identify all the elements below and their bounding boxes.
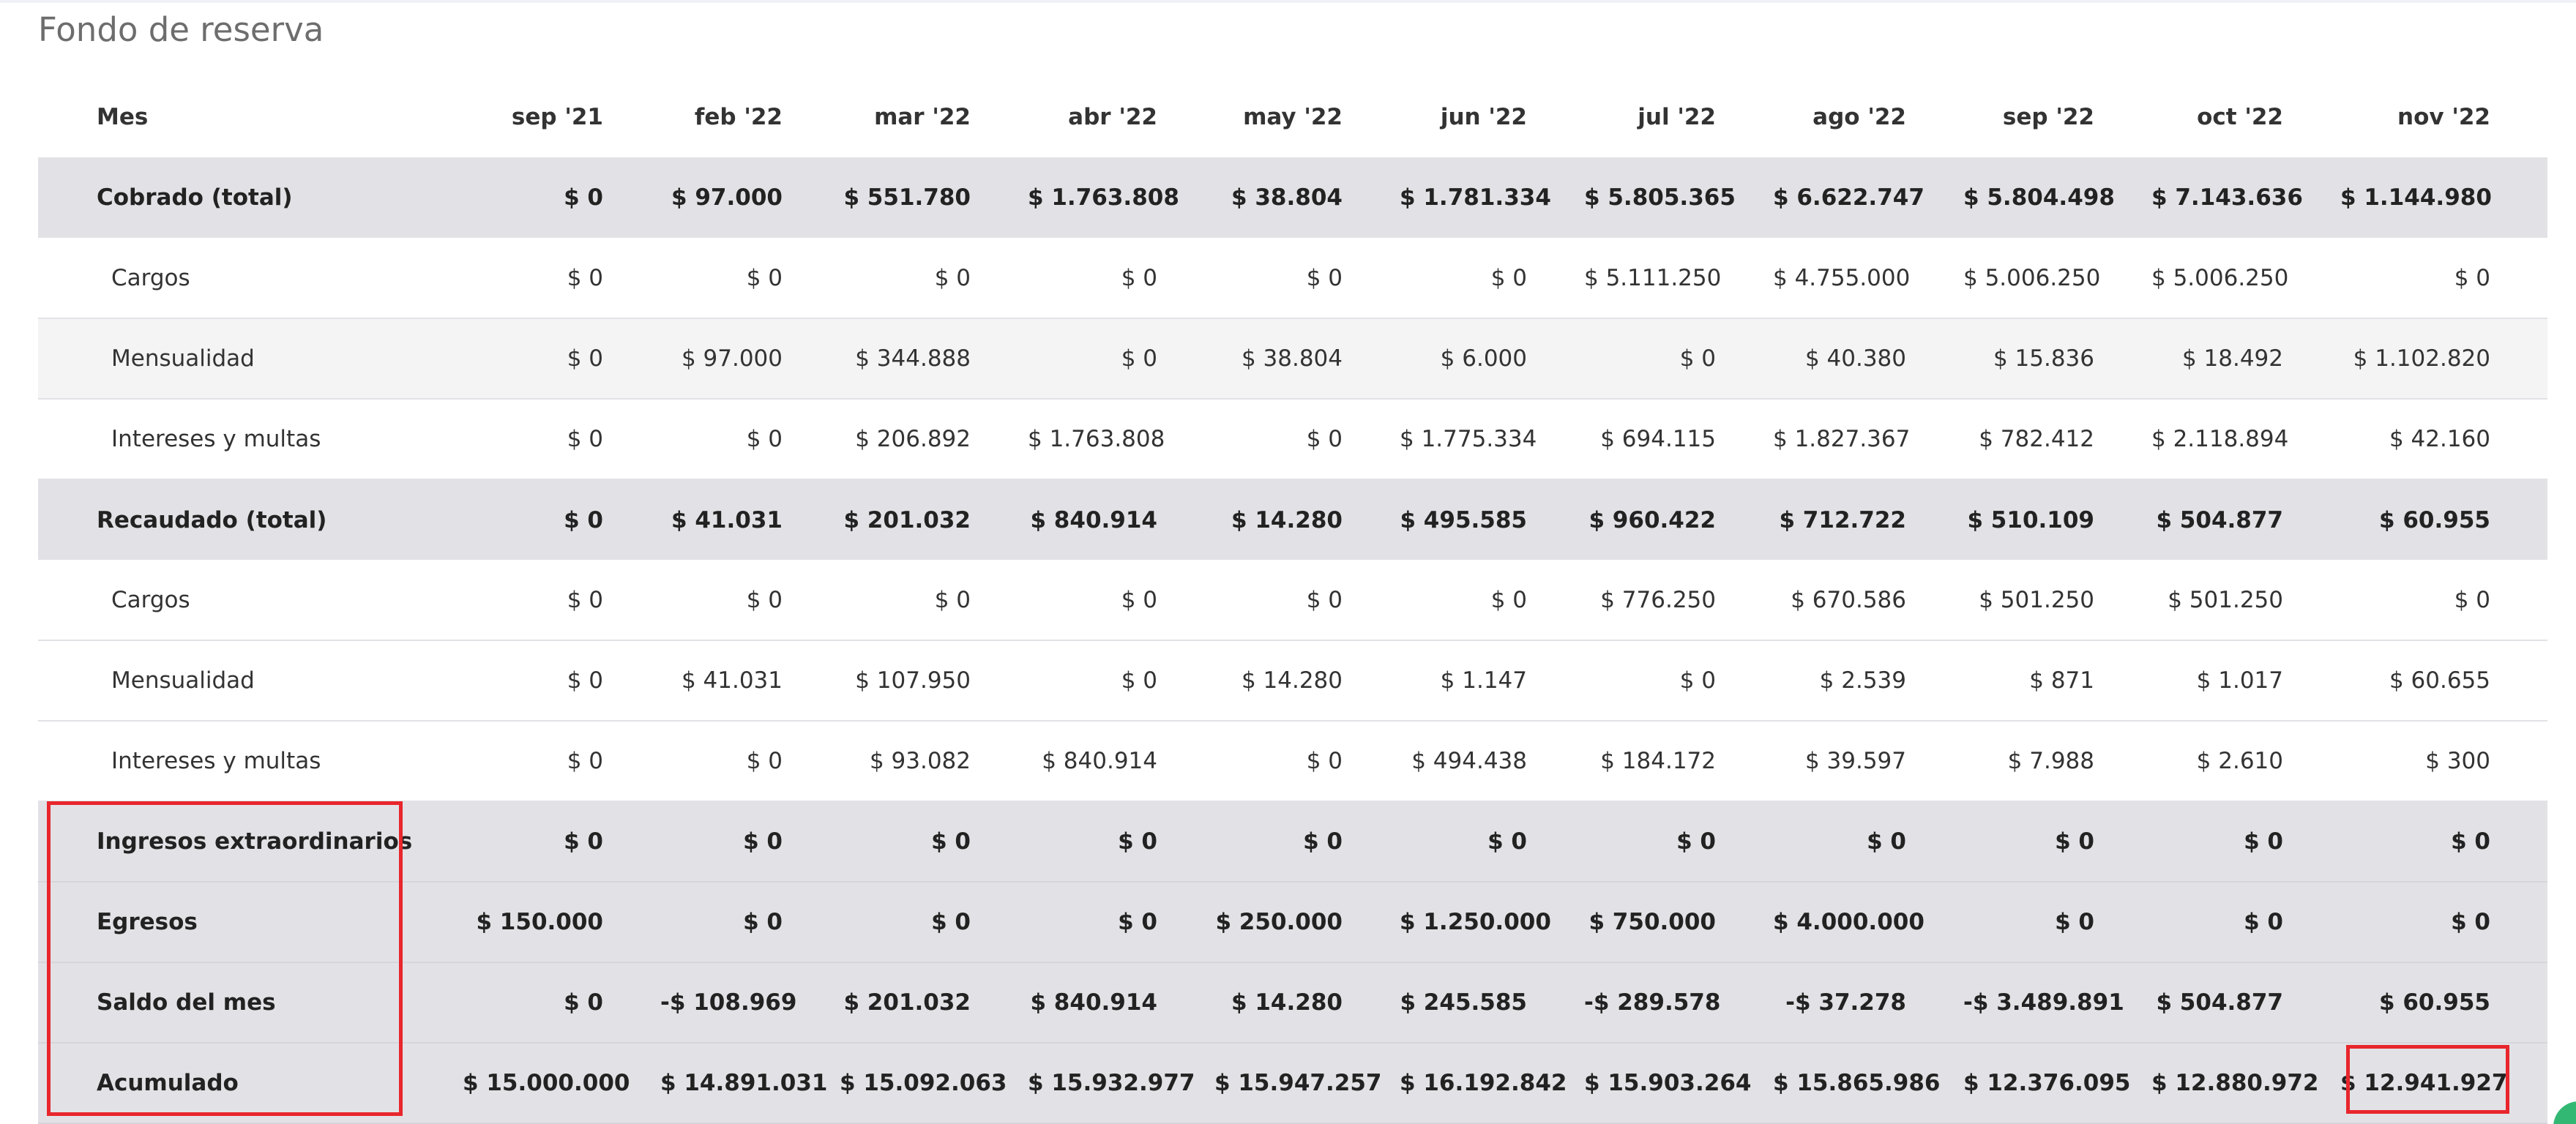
table-cell: $ 1.102.820 — [2340, 318, 2547, 399]
row-label: Cargos — [38, 560, 463, 640]
table-cell: $ 782.412 — [1963, 399, 2151, 479]
table-cell: $ 0 — [2340, 560, 2547, 640]
table-cell: $ 0 — [1773, 801, 1963, 882]
table-cell: $ 0 — [463, 801, 660, 882]
table-cell: $ 184.172 — [1584, 721, 1773, 801]
table-cell: $ 0 — [840, 238, 1028, 318]
table-row — [38, 962, 2547, 1043]
table-cell: $ 0 — [1028, 238, 1214, 318]
table-cell: $ 15.836 — [1963, 318, 2151, 399]
table-cell: $ 0 — [660, 560, 840, 640]
highlight-box-accumulated-total — [2346, 1045, 2509, 1114]
page-title: Fondo de reserva — [38, 10, 324, 49]
table-cell: $ 15.932.977 — [1028, 1043, 1214, 1123]
table-cell: $ 41.031 — [660, 640, 840, 721]
table-cell: $ 1.144.980 — [2340, 157, 2547, 238]
table-cell: $ 107.950 — [840, 640, 1028, 721]
table-cell: $ 42.160 — [2340, 399, 2547, 479]
table-cell: $ 2.539 — [1773, 640, 1963, 721]
table-cell: $ 6.000 — [1400, 318, 1584, 399]
table-cell: $ 60.955 — [2340, 479, 2547, 560]
table-cell: $ 0 — [2340, 882, 2547, 962]
table-cell: $ 0 — [1028, 801, 1214, 882]
table-cell: $ 0 — [840, 560, 1028, 640]
table-cell: $ 0 — [1963, 882, 2151, 962]
table-cell: $ 0 — [660, 721, 840, 801]
table-row — [38, 560, 2547, 640]
table-cell: $ 0 — [840, 801, 1028, 882]
table-cell: $ 0 — [1214, 721, 1400, 801]
row-label: Recaudado (total) — [38, 479, 463, 560]
table-cell: $ 0 — [1584, 640, 1773, 721]
header-month: jun '22 — [1400, 77, 1584, 157]
table-cell: $ 871 — [1963, 640, 2151, 721]
header-month: mar '22 — [840, 77, 1028, 157]
table-cell: $ 1.763.808 — [1028, 399, 1214, 479]
table-cell: $ 344.888 — [840, 318, 1028, 399]
table-cell: $ 12.880.972 — [2151, 1043, 2340, 1123]
table-cell: $ 12.376.095 — [1963, 1043, 2151, 1123]
top-divider — [0, 0, 2576, 3]
table-cell: $ 4.755.000 — [1773, 238, 1963, 318]
table-cell: $ 960.422 — [1584, 479, 1773, 560]
table-cell: $ 494.438 — [1400, 721, 1584, 801]
table-cell: $ 504.877 — [2151, 479, 2340, 560]
table-cell: $ 93.082 — [840, 721, 1028, 801]
table-cell: $ 0 — [840, 882, 1028, 962]
table-body — [38, 157, 2547, 1123]
table-cell: $ 60.655 — [2340, 640, 2547, 721]
header-month: may '22 — [1214, 77, 1400, 157]
table-cell: $ 12.941.927 — [2340, 1043, 2547, 1123]
table-cell: $ 0 — [2340, 801, 2547, 882]
table-cell: $ 2.118.894 — [2151, 399, 2340, 479]
table-cell: $ 501.250 — [2151, 560, 2340, 640]
table-cell: $ 5.804.498 — [1963, 157, 2151, 238]
table-cell: $ 840.914 — [1028, 962, 1214, 1043]
row-label: Cobrado (total) — [38, 157, 463, 238]
table-cell: $ 0 — [1028, 318, 1214, 399]
table-cell: $ 0 — [1214, 560, 1400, 640]
table-cell: $ 1.781.334 — [1400, 157, 1584, 238]
table-cell: $ 840.914 — [1028, 721, 1214, 801]
table-row — [38, 882, 2547, 962]
header-month: abr '22 — [1028, 77, 1214, 157]
table-row — [38, 157, 2547, 238]
table-cell: $ 40.380 — [1773, 318, 1963, 399]
table-cell: $ 1.763.808 — [1028, 157, 1214, 238]
table-cell: $ 38.804 — [1214, 157, 1400, 238]
table-cell: $ 300 — [2340, 721, 2547, 801]
table-cell: $ 6.622.747 — [1773, 157, 1963, 238]
table-cell: $ 0 — [463, 157, 660, 238]
table-cell: $ 60.955 — [2340, 962, 2547, 1043]
table-cell: $ 150.000 — [463, 882, 660, 962]
table-cell: $ 16.192.842 — [1400, 1043, 1584, 1123]
table-cell: $ 15.000.000 — [463, 1043, 660, 1123]
table-cell: $ 0 — [660, 238, 840, 318]
table-cell: $ 495.585 — [1400, 479, 1584, 560]
table-cell: $ 1.147 — [1400, 640, 1584, 721]
table-cell: $ 1.827.367 — [1773, 399, 1963, 479]
table-cell: $ 0 — [463, 318, 660, 399]
highlight-box-summary-labels — [47, 801, 403, 1116]
table-cell: $ 0 — [1214, 399, 1400, 479]
table-cell: $ 1.775.334 — [1400, 399, 1584, 479]
table-cell: $ 0 — [1584, 318, 1773, 399]
table-cell: $ 41.031 — [660, 479, 840, 560]
table-cell: $ 0 — [1028, 560, 1214, 640]
table-cell: $ 712.722 — [1773, 479, 1963, 560]
table-cell: $ 0 — [1214, 801, 1400, 882]
table-cell: $ 670.586 — [1773, 560, 1963, 640]
row-label: Cargos — [38, 238, 463, 318]
chat-widget-button[interactable] — [2553, 1101, 2576, 1124]
table-cell: -$ 37.278 — [1773, 962, 1963, 1043]
table-cell: $ 0 — [1400, 801, 1584, 882]
table-cell: $ 694.115 — [1584, 399, 1773, 479]
table-cell: $ 18.492 — [2151, 318, 2340, 399]
table-cell: $ 0 — [463, 962, 660, 1043]
row-label: Saldo del mes — [38, 962, 463, 1043]
header-month: oct '22 — [2151, 77, 2340, 157]
table-cell: $ 7.143.636 — [2151, 157, 2340, 238]
table-cell: $ 15.865.986 — [1773, 1043, 1963, 1123]
table-cell: $ 1.250.000 — [1400, 882, 1584, 962]
table-cell: $ 0 — [660, 399, 840, 479]
table-cell: $ 15.947.257 — [1214, 1043, 1400, 1123]
row-label: Mensualidad — [38, 640, 463, 721]
table-cell: $ 38.804 — [1214, 318, 1400, 399]
table-cell: $ 551.780 — [840, 157, 1028, 238]
table-cell: -$ 3.489.891 — [1963, 962, 2151, 1043]
table-cell: $ 0 — [1028, 882, 1214, 962]
table-cell: -$ 108.969 — [660, 962, 840, 1043]
row-label: Ingresos extraordinarios — [38, 801, 463, 882]
table-cell: $ 0 — [2151, 882, 2340, 962]
header-month: sep '21 — [463, 77, 660, 157]
table-cell: $ 14.280 — [1214, 479, 1400, 560]
table-cell: $ 0 — [1214, 238, 1400, 318]
table-row — [38, 640, 2547, 721]
table-cell: $ 840.914 — [1028, 479, 1214, 560]
header-month: nov '22 — [2340, 77, 2547, 157]
table-cell: $ 0 — [2340, 238, 2547, 318]
table-cell: $ 14.891.031 — [660, 1043, 840, 1123]
table-row — [38, 238, 2547, 318]
table-cell: $ 15.903.264 — [1584, 1043, 1773, 1123]
reserve-fund-table — [38, 77, 2547, 1124]
row-label: Mensualidad — [38, 318, 463, 399]
table-cell: $ 1.017 — [2151, 640, 2340, 721]
header-mes: Mes — [38, 77, 463, 157]
table-cell: $ 0 — [463, 560, 660, 640]
table-cell: $ 0 — [1400, 560, 1584, 640]
table-cell: $ 0 — [463, 640, 660, 721]
table-cell: -$ 289.578 — [1584, 962, 1773, 1043]
header-month: ago '22 — [1773, 77, 1963, 157]
row-label: Intereses y multas — [38, 399, 463, 479]
table-cell: $ 504.877 — [2151, 962, 2340, 1043]
table-cell: $ 0 — [463, 238, 660, 318]
table-cell: $ 0 — [463, 479, 660, 560]
table-cell: $ 14.280 — [1214, 640, 1400, 721]
table-cell: $ 245.585 — [1400, 962, 1584, 1043]
table-cell: $ 14.280 — [1214, 962, 1400, 1043]
header-month: sep '22 — [1963, 77, 2151, 157]
row-label: Egresos — [38, 882, 463, 962]
table-cell: $ 7.988 — [1963, 721, 2151, 801]
table-cell: $ 201.032 — [840, 479, 1028, 560]
table-cell: $ 510.109 — [1963, 479, 2151, 560]
table-cell: $ 0 — [660, 801, 840, 882]
table-cell: $ 0 — [2151, 801, 2340, 882]
table-cell: $ 0 — [1584, 801, 1773, 882]
table-cell: $ 15.092.063 — [840, 1043, 1028, 1123]
table-row — [38, 479, 2547, 560]
table-cell: $ 206.892 — [840, 399, 1028, 479]
table-cell: $ 97.000 — [660, 318, 840, 399]
table-cell: $ 4.000.000 — [1773, 882, 1963, 962]
table-cell: $ 501.250 — [1963, 560, 2151, 640]
table-cell: $ 0 — [1400, 238, 1584, 318]
table-cell: $ 0 — [463, 721, 660, 801]
table-cell: $ 39.597 — [1773, 721, 1963, 801]
row-label: Intereses y multas — [38, 721, 463, 801]
table-cell: $ 0 — [1028, 640, 1214, 721]
table-cell: $ 5.805.365 — [1584, 157, 1773, 238]
table-row — [38, 1043, 2547, 1123]
table-header-row — [38, 77, 2547, 157]
table-cell: $ 2.610 — [2151, 721, 2340, 801]
table-row — [38, 721, 2547, 801]
table-cell: $ 750.000 — [1584, 882, 1773, 962]
table-cell: $ 0 — [660, 882, 840, 962]
table-row — [38, 801, 2547, 882]
table-cell: $ 97.000 — [660, 157, 840, 238]
table-cell: $ 5.111.250 — [1584, 238, 1773, 318]
table-cell: $ 5.006.250 — [1963, 238, 2151, 318]
table-cell: $ 0 — [463, 399, 660, 479]
table-cell: $ 201.032 — [840, 962, 1028, 1043]
table-cell: $ 5.006.250 — [2151, 238, 2340, 318]
header-month: jul '22 — [1584, 77, 1773, 157]
table-row — [38, 318, 2547, 399]
header-month: feb '22 — [660, 77, 840, 157]
row-label: Acumulado — [38, 1043, 463, 1123]
table-row — [38, 399, 2547, 479]
table-cell: $ 0 — [1963, 801, 2151, 882]
table-cell: $ 250.000 — [1214, 882, 1400, 962]
table-cell: $ 776.250 — [1584, 560, 1773, 640]
